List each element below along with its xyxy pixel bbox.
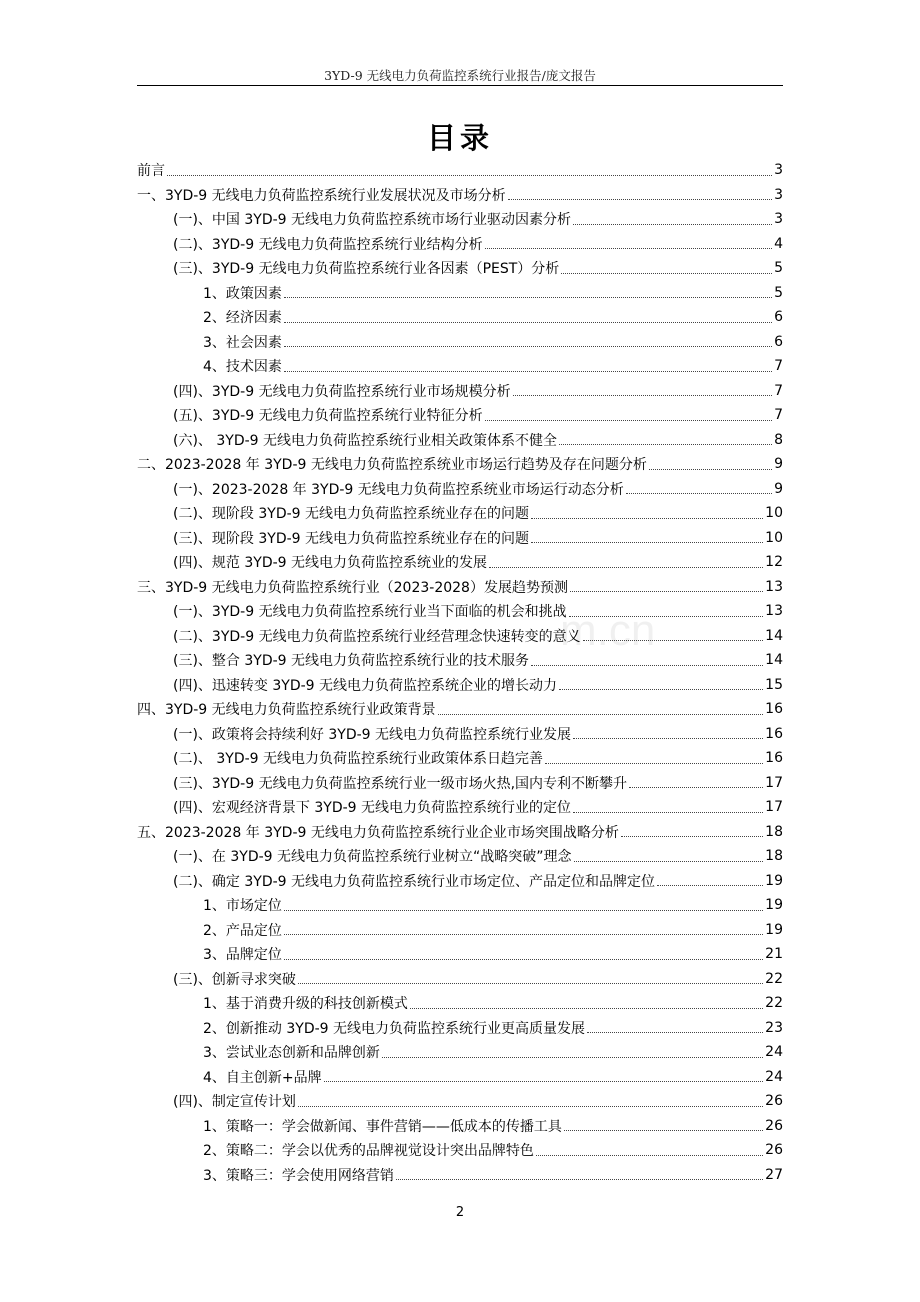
toc-entry-label: 二、2023-2028 年 3YD-9 无线电力负荷监控系统业市场运行趋势及存在问题分析 — [137, 457, 647, 474]
toc-entry[interactable] — [137, 526, 783, 551]
toc-entry-page: 22 — [765, 995, 783, 1012]
toc-entry-label: (三)、现阶段 3YD-9 无线电力负荷监控系统业存在的问题 — [173, 530, 530, 547]
toc-entry[interactable] — [137, 354, 783, 379]
toc-leader-dots — [324, 1080, 764, 1082]
toc-leader-dots — [513, 394, 773, 396]
page-number: 2 — [455, 1205, 465, 1220]
toc-entry-label: 一、3YD-9 无线电力负荷监控系统行业发展状况及市场分析 — [137, 187, 506, 204]
toc-entry[interactable] — [137, 452, 783, 477]
toc-entry[interactable] — [137, 379, 783, 404]
toc-entry-label: (三)、3YD-9 无线电力负荷监控系统行业各因素（PEST）分析 — [173, 261, 560, 278]
toc-entry-label: (四)、宏观经济背景下 3YD-9 无线电力负荷监控系统行业的定位 — [173, 800, 572, 817]
toc-entry-page: 21 — [765, 946, 783, 963]
toc-entry-label: (一)、在 3YD-9 无线电力负荷监控系统行业树立“战略突破”理念 — [173, 849, 572, 866]
toc-entry[interactable] — [137, 599, 783, 624]
toc-entry-page: 26 — [765, 1142, 783, 1159]
toc-entry-page: 18 — [765, 848, 783, 865]
toc-entry-page: 13 — [765, 578, 783, 595]
toc-title: 目录 — [426, 121, 493, 155]
toc-entry-page: 8 — [774, 431, 783, 448]
toc-entry[interactable] — [137, 256, 783, 281]
toc-entry-label: 4、技术因素 — [203, 359, 282, 376]
toc-entry-page: 15 — [765, 676, 783, 693]
toc-entry[interactable] — [137, 1089, 783, 1114]
toc-entry[interactable] — [137, 403, 783, 428]
toc-entry-label: 1、政策因素 — [203, 285, 282, 302]
toc-leader-dots — [626, 492, 772, 494]
toc-leader-dots — [573, 811, 763, 813]
toc-entry-label: 1、策略一：学会做新闻、事件营销——低成本的传播工具 — [203, 1118, 562, 1135]
toc-leader-dots — [649, 468, 772, 470]
toc-entry-page: 17 — [765, 799, 783, 816]
toc-leader-dots — [574, 860, 764, 862]
toc-entry[interactable] — [137, 477, 783, 502]
toc-entry-label: 前言 — [137, 163, 165, 180]
toc-entry[interactable] — [137, 648, 783, 673]
toc-entry-label: (一)、3YD-9 无线电力负荷监控系统行业当下面临的机会和挑战 — [173, 604, 567, 621]
toc-entry-page: 7 — [774, 382, 783, 399]
toc-entry-label: (三)、3YD-9 无线电力负荷监控系统行业一级市场火热,国内专利不断攀升 — [173, 775, 628, 792]
toc-entry-label: (四)、3YD-9 无线电力负荷监控系统行业市场规模分析 — [173, 383, 511, 400]
toc-entry-label: (五)、3YD-9 无线电力负荷监控系统行业特征分析 — [173, 408, 483, 425]
toc-leader-dots — [485, 419, 773, 421]
toc-entry-page: 17 — [765, 774, 783, 791]
toc-entry-page: 9 — [774, 480, 783, 497]
header-rule — [137, 85, 783, 86]
toc-entry-page: 6 — [774, 309, 783, 326]
toc-list — [137, 158, 783, 1187]
toc-leader-dots — [284, 958, 763, 960]
toc-leader-dots — [629, 786, 763, 788]
toc-entry-page: 6 — [774, 333, 783, 350]
toc-entry-page: 19 — [765, 921, 783, 938]
toc-entry[interactable] — [137, 893, 783, 918]
toc-entry-page: 12 — [765, 554, 783, 571]
toc-entry-page: 27 — [765, 1166, 783, 1183]
toc-entry-page: 14 — [765, 627, 783, 644]
toc-entry-page: 18 — [765, 823, 783, 840]
toc-entry[interactable] — [137, 575, 783, 600]
toc-leader-dots — [621, 835, 763, 837]
toc-leader-dots — [284, 933, 763, 935]
toc-entry-page: 13 — [765, 603, 783, 620]
toc-leader-dots — [545, 762, 763, 764]
toc-leader-dots — [167, 174, 772, 176]
toc-entry[interactable] — [137, 673, 783, 698]
toc-leader-dots — [587, 1031, 763, 1033]
toc-entry[interactable] — [137, 771, 783, 796]
toc-leader-dots — [559, 443, 772, 445]
toc-entry[interactable] — [137, 1065, 783, 1090]
toc-entry-page: 3 — [774, 162, 783, 179]
toc-entry-label: (二)、确定 3YD-9 无线电力负荷监控系统行业市场定位、产品定位和品牌定位 — [173, 873, 656, 890]
toc-entry-label: (三)、创新寻求突破 — [173, 971, 296, 988]
toc-leader-dots — [298, 982, 763, 984]
toc-leader-dots — [531, 664, 763, 666]
toc-entry-page: 3 — [774, 186, 783, 203]
toc-entry[interactable] — [137, 722, 783, 747]
toc-entry[interactable] — [137, 281, 783, 306]
toc-entry[interactable] — [137, 183, 783, 208]
toc-entry[interactable] — [137, 330, 783, 355]
toc-entry-label: 四、3YD-9 无线电力负荷监控系统行业政策背景 — [137, 702, 436, 719]
toc-leader-dots — [396, 1178, 763, 1180]
toc-entry-label: (四)、迅速转变 3YD-9 无线电力负荷监控系统企业的增长动力 — [173, 677, 558, 694]
toc-entry[interactable] — [137, 207, 783, 232]
toc-leader-dots — [485, 247, 773, 249]
toc-entry[interactable] — [137, 1016, 783, 1041]
toc-entry[interactable] — [137, 158, 783, 183]
toc-entry[interactable] — [137, 795, 783, 820]
toc-entry-page: 5 — [774, 284, 783, 301]
toc-entry-page: 24 — [765, 1044, 783, 1061]
toc-leader-dots — [284, 370, 772, 372]
toc-leader-dots — [284, 345, 772, 347]
toc-entry[interactable] — [137, 1163, 783, 1188]
toc-leader-dots — [536, 1154, 763, 1156]
toc-entry-page: 26 — [765, 1117, 783, 1134]
toc-entry-label: 3、策略三：学会使用网络营销 — [203, 1167, 394, 1184]
toc-entry-page: 16 — [765, 725, 783, 742]
toc-entry-page: 19 — [765, 897, 783, 914]
toc-entry-page: 26 — [765, 1093, 783, 1110]
toc-leader-dots — [570, 590, 763, 592]
toc-entry-label: 2、策略二：学会以优秀的品牌视觉设计突出品牌特色 — [203, 1143, 534, 1160]
toc-leader-dots — [284, 909, 763, 911]
toc-entry[interactable] — [137, 305, 783, 330]
toc-entry-label: (二)、3YD-9 无线电力负荷监控系统行业经营理念快速转变的意义 — [173, 628, 581, 645]
toc-entry-label: (一)、政策将会持续利好 3YD-9 无线电力负荷监控系统行业发展 — [173, 726, 572, 743]
toc-entry-label: (一)、中国 3YD-9 无线电力负荷监控系统市场行业驱动因素分析 — [173, 212, 572, 229]
toc-entry-label: 2、创新推动 3YD-9 无线电力负荷监控系统行业更高质量发展 — [203, 1020, 586, 1037]
toc-entry-label: (四)、制定宣传计划 — [173, 1094, 296, 1111]
toc-entry-label: (一)、2023-2028 年 3YD-9 无线电力负荷监控系统业市场运行动态分析 — [173, 481, 624, 498]
toc-entry-label: 3、尝试业态创新和品牌创新 — [203, 1045, 380, 1062]
toc-leader-dots — [489, 566, 763, 568]
toc-leader-dots — [438, 713, 764, 715]
toc-entry-page: 22 — [765, 970, 783, 987]
toc-entry-label: (二)、现阶段 3YD-9 无线电力负荷监控系统业存在的问题 — [173, 506, 530, 523]
toc-entry-label: 3、品牌定位 — [203, 947, 282, 964]
watermark: m.cn — [560, 606, 656, 655]
toc-entry-label: (三)、整合 3YD-9 无线电力负荷监控系统行业的技术服务 — [173, 653, 530, 670]
toc-entry-page: 7 — [774, 358, 783, 375]
toc-leader-dots — [657, 884, 763, 886]
toc-entry-label: 1、市场定位 — [203, 898, 282, 915]
running-header: 3YD-9 无线电力负荷监控系统行业报告/庞文报告 — [324, 68, 596, 83]
toc-leader-dots — [410, 1007, 763, 1009]
toc-leader-dots — [573, 737, 763, 739]
toc-entry-label: (二)、 3YD-9 无线电力负荷监控系统行业政策体系日趋完善 — [173, 751, 544, 768]
toc-entry[interactable] — [137, 1138, 783, 1163]
toc-leader-dots — [284, 321, 772, 323]
toc-leader-dots — [298, 1105, 763, 1107]
toc-entry-page: 16 — [765, 701, 783, 718]
toc-entry-label: 3、社会因素 — [203, 334, 282, 351]
toc-entry-label: 五、2023-2028 年 3YD-9 无线电力负荷监控系统行业企业市场突围战略分析 — [137, 824, 619, 841]
toc-entry-label: (四)、规范 3YD-9 无线电力负荷监控系统业的发展 — [173, 555, 488, 572]
toc-entry[interactable] — [137, 942, 783, 967]
toc-entry[interactable] — [137, 1040, 783, 1065]
toc-entry-page: 10 — [765, 505, 783, 522]
toc-leader-dots — [561, 272, 772, 274]
toc-entry[interactable] — [137, 746, 783, 771]
toc-leader-dots — [573, 223, 772, 225]
toc-entry-page: 9 — [774, 456, 783, 473]
toc-leader-dots — [284, 296, 772, 298]
toc-entry[interactable] — [137, 624, 783, 649]
toc-entry[interactable] — [137, 550, 783, 575]
toc-entry[interactable] — [137, 869, 783, 894]
toc-leader-dots — [564, 1129, 763, 1131]
toc-entry-page: 3 — [774, 211, 783, 228]
toc-entry[interactable] — [137, 697, 783, 722]
toc-entry[interactable] — [137, 918, 783, 943]
toc-entry-label: (六)、 3YD-9 无线电力负荷监控系统行业相关政策体系不健全 — [173, 432, 558, 449]
toc-entry[interactable] — [137, 820, 783, 845]
toc-entry[interactable] — [137, 967, 783, 992]
toc-entry-label: 2、经济因素 — [203, 310, 282, 327]
toc-entry-page: 5 — [774, 260, 783, 277]
toc-entry-page: 23 — [765, 1019, 783, 1036]
toc-leader-dots — [531, 541, 763, 543]
toc-leader-dots — [531, 517, 763, 519]
toc-entry-label: 1、基于消费升级的科技创新模式 — [203, 996, 408, 1013]
toc-entry-label: 2、产品定位 — [203, 922, 282, 939]
toc-leader-dots — [382, 1056, 763, 1058]
toc-entry-page: 7 — [774, 407, 783, 424]
toc-entry-page: 4 — [774, 235, 783, 252]
toc-entry-page: 10 — [765, 529, 783, 546]
toc-entry-label: 4、自主创新+品牌 — [203, 1069, 322, 1086]
toc-entry-page: 16 — [765, 750, 783, 767]
toc-entry[interactable] — [137, 1114, 783, 1139]
toc-entry-label: (二)、3YD-9 无线电力负荷监控系统行业结构分析 — [173, 236, 483, 253]
toc-entry[interactable] — [137, 844, 783, 869]
toc-entry[interactable] — [137, 232, 783, 257]
toc-entry[interactable] — [137, 501, 783, 526]
toc-leader-dots — [559, 688, 763, 690]
toc-entry[interactable] — [137, 428, 783, 453]
toc-entry-page: 19 — [765, 872, 783, 889]
toc-entry-page: 24 — [765, 1068, 783, 1085]
toc-entry-page: 14 — [765, 652, 783, 669]
toc-entry-label: 三、3YD-9 无线电力负荷监控系统行业（2023-2028）发展趋势预测 — [137, 579, 568, 596]
toc-leader-dots — [508, 198, 772, 200]
toc-entry[interactable] — [137, 991, 783, 1016]
